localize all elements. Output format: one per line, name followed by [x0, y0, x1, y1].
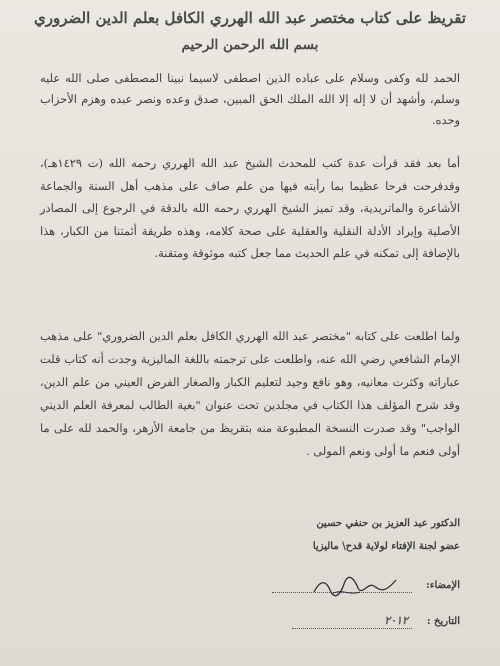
- handwritten-signature: [310, 574, 400, 600]
- date-value: ٢٠١٢: [384, 614, 408, 627]
- signer-block: [220, 512, 460, 558]
- signer-name: الدكتور عبد العزيز بن حنفي حسين: [316, 518, 460, 529]
- paragraph-endorsement: ولما اطلعت على كتابه "مختصر عبد الله الهرري الكافل بعلم الدين الضروري" على مذهب الإمام الشافعي رضي الله عنه، واطلعت على ترجمته باللغة الماليزية وجدت أنه كتاب قلت عباراته وكثرت معانيه، وهو نافع وجيد لتعليم الكبار والصغار الفرض العيني من علم الدين، وقد شرح المؤلف هذا الكتاب في مجلدين تحت عنوان "بغية الطالب لمعرفة العلم الديني الواجب" وقد صدرت النسخة المطبوعة منه بتقريظ من جامعة الأزهر، والحمد لله على ما أولى فنعم ما أولى ونعم المولى .: [40, 329, 460, 458]
- date-row: [220, 614, 460, 634]
- signer-role: عضو لجنة الإفتاء لولاية قدح\ ماليزيا: [312, 541, 460, 552]
- signature-row: [220, 578, 460, 598]
- date-label: التاريخ :: [426, 616, 460, 627]
- paragraph-opening: الحمد لله وكفى وسلام على عباده الذين اصطفى لاسيما نبينا المصطفى صلى الله عليه وسلم، وأشهد أن لا إله إلا الله الملك الحق المبين، صدق وعده ونصر عبده وهزم الأحزاب وحده.: [40, 71, 460, 127]
- signature-label: الإمضاء:: [426, 580, 460, 591]
- document-title: تقريظ على كتاب مختصر عبد الله الهرري الكافل بعلم الدين الضروري: [34, 9, 466, 27]
- basmala: بسم الله الرحمن الرحيم: [181, 37, 319, 53]
- paragraph-body: أما بعد فقد قرأت عدة كتب للمحدث الشيخ عبد الله الهرري رحمه الله (ت ١٤٢٩هـ)، وقدفرحت فرحا عظيما بما رأيته فيها من علم صاف على مذهب أهل السنة والجماعة الأشاعرة والماتريدية، وقد تميز الشيخ الهرري رحمه الله بالدقة في الرجوع إلى المصادر الأصلية وإيراد الأدلة النقلية والعقلية على صحة كلامه، وهذه طريقة أئمتنا من الكبار، هذا بالإضافة إلى تمكنه في علم الحديث مما جعل كتبه موثوقة ومتقنة.: [40, 156, 460, 260]
